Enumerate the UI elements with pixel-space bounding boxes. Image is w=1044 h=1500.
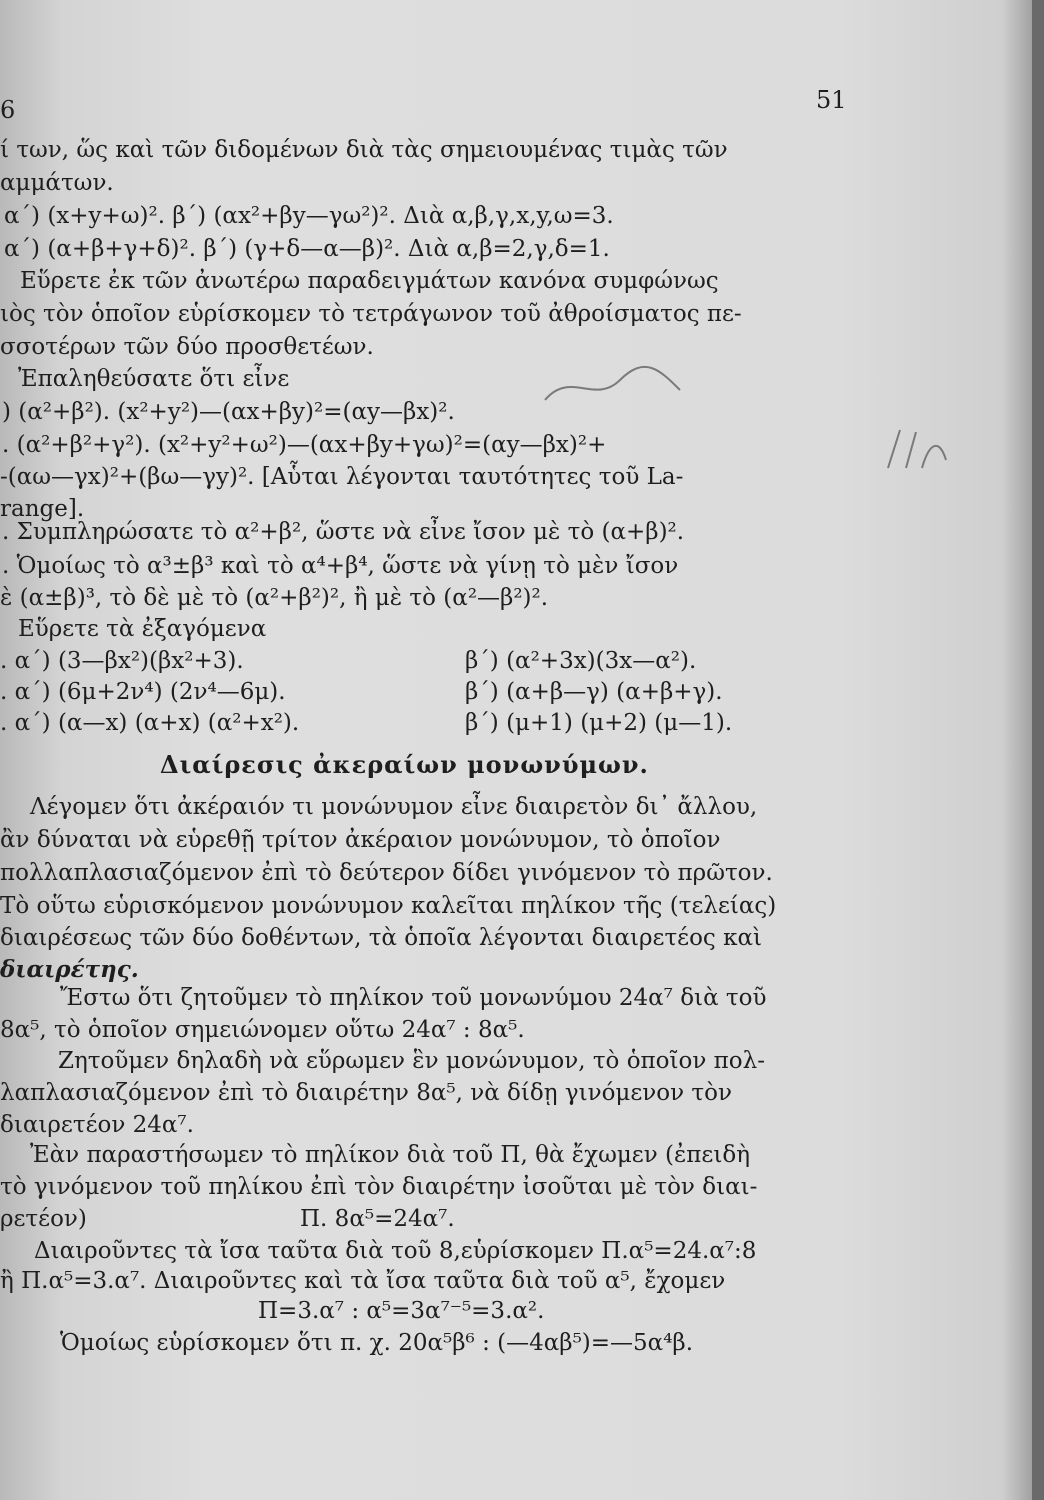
text-line: Εὕρετε τὰ ἐξαγόμενα [18,616,267,642]
handwritten-scribble [540,360,690,410]
body-line: διαιρέσεως τῶν δύο δοθέντων, τὰ ὁποῖα λέγονται διαιρετέος καὶ [0,925,763,951]
text-line: σσοτέρων τῶν δύο προσθετέων. [0,334,374,360]
section-title: Διαίρεσις ἀκεραίων μονωνύμων. [160,750,649,779]
text-line: αμμάτων. [0,170,114,196]
text-line: . Συμπληρώσατε τὸ α²+β², ὥστε νὰ εἶνε ἴσον μὲ τὸ (α+β)². [2,519,685,545]
body-line: Λέγομεν ὅτι ἀκέραιόν τι μονώνυμον εἶνε διαιρετὸν δι᾽ ἄλλου, [30,794,758,820]
text-line: ) (α²+β²). (x²+y²)—(αx+βy)²=(αy—βx)². [2,399,455,425]
text-line: . (α²+β²+γ²). (x²+y²+ω²)—(αx+βy+γω)²=(αy—βx)²+ [2,432,607,458]
text-line: . Ὁμοίως τὸ α³±β³ καὶ τὸ α⁴+β⁴, ὥστε νὰ γίνῃ τὸ μὲν ἴσον [2,553,679,579]
text-line: α΄) (α+β+γ+δ)². β΄) (γ+δ—α—β)². Διὰ α,β=2,γ,δ=1. [4,236,610,262]
body-line: Διαιροῦντες τὰ ἴσα ταῦτα διὰ τοῦ 8,εὑρίσκομεν Π.α⁵=24.α⁷:8 [34,1238,757,1264]
text-line: ί των, ὥς καὶ τῶν διδομένων διὰ τὰς σημειουμένας τιμὰς τῶν [0,137,728,163]
page-edge [1032,0,1044,1500]
body-line: Ἐὰν παραστήσωμεν τὸ πηλίκον διὰ τοῦ Π, θὰ ἔχωμεν (ἐπειδὴ [30,1142,750,1168]
formula: Π. 8α⁵=24α⁷. [300,1206,455,1232]
text-line: Ἐπαληθεύσατε ὅτι εἶνε [18,366,290,392]
handwritten-mark [880,420,960,480]
body-line: Τὸ οὕτω εὑρισκόμενον μονώνυμον καλεῖται πηλίκον τῆς (τελείας) [0,893,777,919]
text-line: ιὸς τὸν ὁποῖον εὑρίσκομεν τὸ τετράγωνον τοῦ ἀθροίσματος πε- [0,301,742,327]
exercise-left: . α΄) (α—x) (α+x) (α²+x²). [0,710,300,736]
body-line: ἢ Π.α⁵=3.α⁷. Διαιροῦντες καὶ τὰ ἴσα ταῦτα διὰ τοῦ α⁵, ἔχομεν [0,1268,726,1294]
body-line: Ὁμοίως εὑρίσκομεν ὅτι π. χ. 20α⁵β⁶ : (—4αβ⁵)=—5α⁴β. [60,1330,694,1356]
body-line: λαπλασιαζόμενον ἐπὶ τὸ διαιρέτην 8α⁵, νὰ δίδῃ γινόμενον τὸν [0,1080,732,1106]
body-line: Ἔστω ὅτι ζητοῦμεν τὸ πηλίκον τοῦ μονωνύμου 24α⁷ διὰ τοῦ [60,985,767,1011]
exercise-right: β΄) (μ+1) (μ+2) (μ—1). [465,710,733,736]
exercise-left: . α΄) (6μ+2ν⁴) (2ν⁴—6μ). [0,679,286,705]
text-line: -(αω—γx)²+(βω—γy)². [Αὗται λέγονται ταυτότητες τοῦ La- [0,464,684,490]
body-line: διαιρετέον 24α⁷. [0,1112,194,1138]
exercise-left: . α΄) (3—βx²)(βx²+3). [0,648,244,674]
exercise-right: β΄) (α+β—γ) (α+β+γ). [465,679,723,705]
text-line: ὲ (α±β)³, τὸ δὲ μὲ τὸ (α²+β²)², ἢ μὲ τὸ (α²—β²)². [0,585,549,611]
left-page-number: 6 [0,96,16,124]
body-line: πολλαπλασιαζόμενον ἐπὶ τὸ δεύτερον δίδει γινόμενον τὸ πρῶτον. [0,860,773,886]
formula: Π=3.α⁷ : α⁵=3α⁷⁻⁵=3.α². [258,1298,545,1324]
exercise-right: β΄) (α²+3x)(3x—α²). [465,648,697,674]
body-line: ἂν δύναται νὰ εὑρεθῇ τρίτον ἀκέραιον μονώνυμον, τὸ ὁποῖον [0,827,721,853]
body-line: 8α⁵, τὸ ὁποῖον σημειώνομεν οὕτω 24α⁷ : 8α⁵. [0,1017,525,1043]
body-line: διαιρέτης. [0,956,139,983]
body-line: ρετέον) [0,1206,87,1232]
body-line: Ζητοῦμεν δηλαδὴ νὰ εὕρωμεν ἓν μονώνυμον, τὸ ὁποῖον πολ- [58,1048,765,1074]
text-line: range]. [0,496,85,522]
body-line: τὸ γινόμενον τοῦ πηλίκου ἐπὶ τὸν διαιρέτην ἰσοῦται μὲ τὸν διαι- [0,1174,758,1200]
text-line: Εὕρετε ἐκ τῶν ἀνωτέρω παραδειγμάτων κανόνα συμφώνως [20,268,719,294]
page-number: 51 [816,86,847,114]
text-line: α΄) (x+y+ω)². β΄) (αx²+βy—γω²)². Διὰ α,β,γ,x,y,ω=3. [4,203,614,229]
